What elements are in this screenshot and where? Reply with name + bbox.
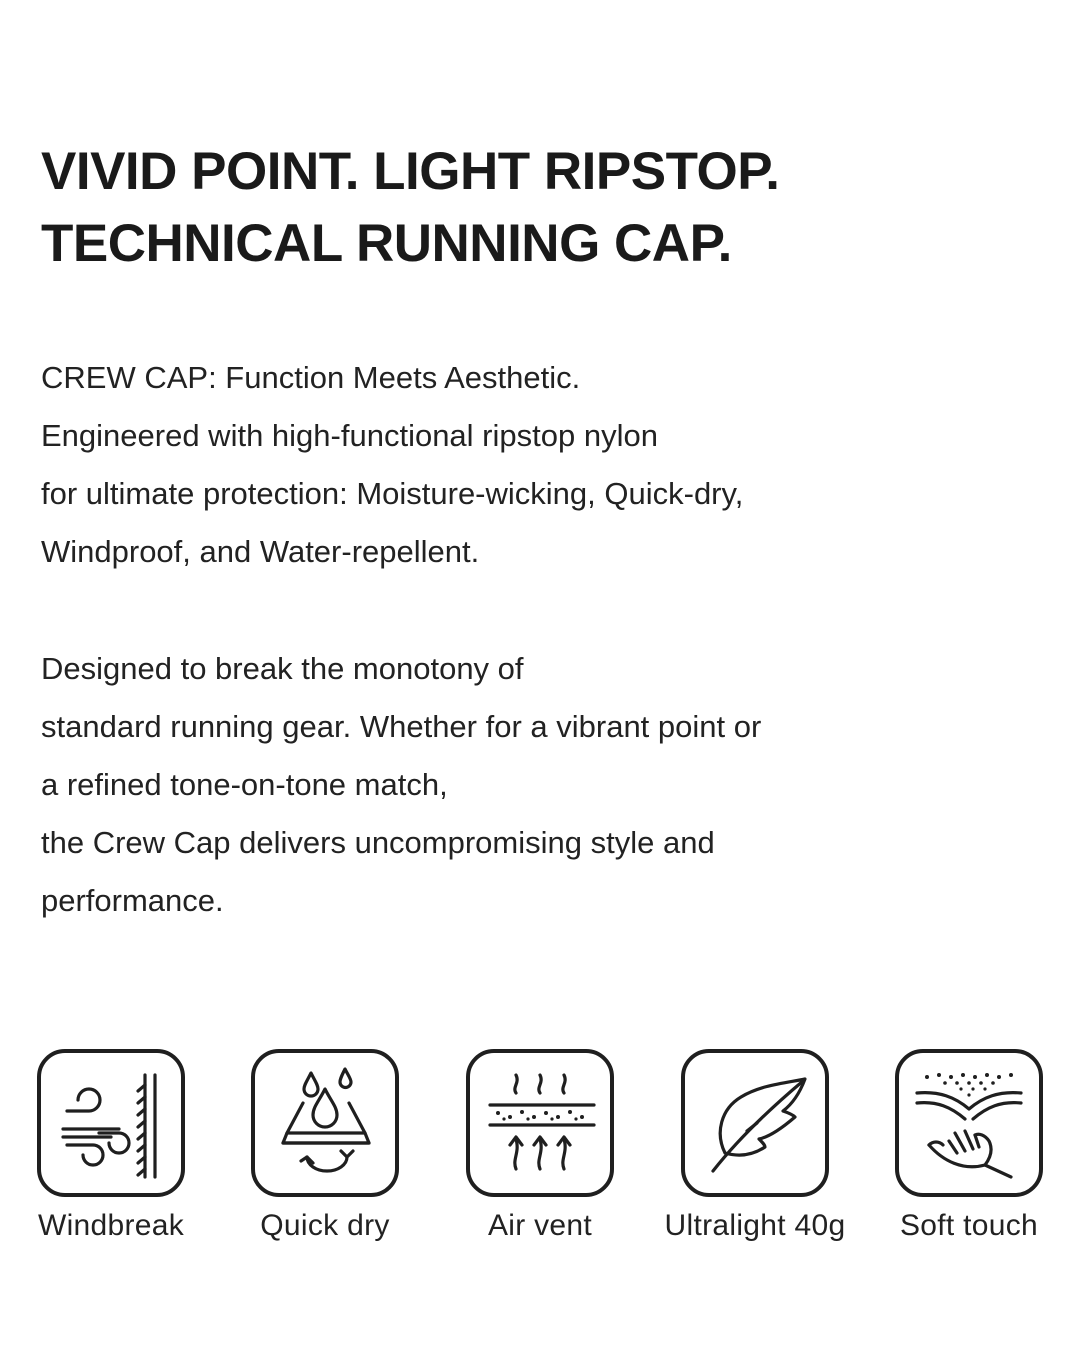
- design-line: a refined tone-on-tone match,: [41, 767, 448, 802]
- design-paragraph: [41, 640, 1041, 930]
- design-line: performance.: [41, 883, 224, 918]
- feature-quick-dry: [220, 1049, 430, 1259]
- air-vent-icon: [466, 1049, 614, 1197]
- intro-line: Windproof, and Water-repellent.: [41, 534, 480, 569]
- intro-paragraph: [41, 349, 1041, 581]
- feature-label: Air vent: [487, 1209, 593, 1242]
- design-line: standard running gear. Whether for a vibrant point or: [41, 709, 762, 744]
- feature-ultralight: [650, 1049, 860, 1259]
- intro-line: CREW CAP: Function Meets Aesthetic.: [41, 360, 581, 395]
- headline: [41, 136, 1041, 280]
- design-line: Designed to break the monotony of: [41, 651, 524, 686]
- intro-line: Engineered with high-functional ripstop nylon: [41, 418, 658, 453]
- hand-touch-icon: [895, 1049, 1043, 1197]
- feature-label: Quick dry: [260, 1209, 390, 1242]
- feature-label: Ultralight 40g: [664, 1209, 846, 1242]
- feature-label: Windbreak: [37, 1209, 185, 1242]
- headline-line-1: VIVID POINT. LIGHT RIPSTOP.: [41, 142, 780, 201]
- wind-barrier-icon: [37, 1049, 185, 1197]
- water-drops-icon: [251, 1049, 399, 1197]
- headline-line-2: TECHNICAL RUNNING CAP.: [41, 214, 732, 273]
- feature-windbreak: [6, 1049, 216, 1259]
- feature-label: Soft touch: [899, 1209, 1039, 1242]
- feature-air-vent: [435, 1049, 645, 1259]
- design-line: the Crew Cap delivers uncompromising style and: [41, 825, 715, 860]
- feather-icon: [681, 1049, 829, 1197]
- intro-line: for ultimate protection: Moisture-wicking, Quick-dry,: [41, 476, 744, 511]
- feature-soft-touch: [864, 1049, 1074, 1259]
